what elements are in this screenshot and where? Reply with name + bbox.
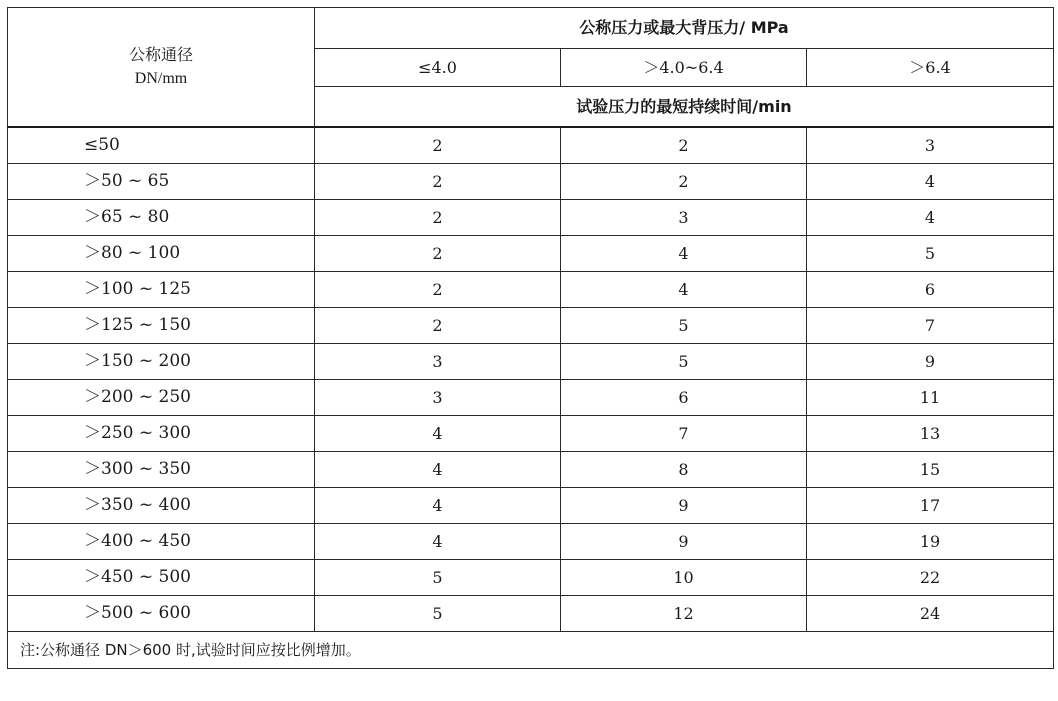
duration-cell-col-3: 24 xyxy=(807,596,1054,632)
test-duration-table xyxy=(7,7,1054,669)
duration-cell-col-1: 5 xyxy=(315,560,561,596)
duration-cell-col-3: 7 xyxy=(807,308,1054,344)
table-row xyxy=(8,524,1054,560)
duration-cell-col-1: 2 xyxy=(315,127,561,164)
pressure-column-3: ＞6.4 xyxy=(807,49,1054,87)
table-row xyxy=(8,596,1054,632)
table-footer xyxy=(8,632,1054,669)
duration-cell-col-2: 9 xyxy=(561,524,807,560)
table-row xyxy=(8,308,1054,344)
duration-cell-col-3: 11 xyxy=(807,380,1054,416)
table-row xyxy=(8,200,1054,236)
duration-cell-col-1: 4 xyxy=(315,488,561,524)
table-header xyxy=(8,8,1054,128)
duration-cell-col-2: 12 xyxy=(561,596,807,632)
duration-cell-col-2: 3 xyxy=(561,200,807,236)
duration-cell-col-3: 6 xyxy=(807,272,1054,308)
duration-cell-col-2: 7 xyxy=(561,416,807,452)
duration-cell-col-1: 2 xyxy=(315,200,561,236)
row-diameter-cell: ＞150 ~ 200 xyxy=(8,344,315,380)
table-body xyxy=(8,127,1054,632)
table-row xyxy=(8,272,1054,308)
duration-cell-col-1: 5 xyxy=(315,596,561,632)
duration-cell-col-1: 2 xyxy=(315,272,561,308)
duration-cell-col-1: 4 xyxy=(315,524,561,560)
duration-cell-col-1: 4 xyxy=(315,452,561,488)
duration-cell-col-1: 3 xyxy=(315,380,561,416)
row-diameter-cell: ＞125 ~ 150 xyxy=(8,308,315,344)
duration-cell-col-3: 5 xyxy=(807,236,1054,272)
row-diameter-cell: ＞65 ~ 80 xyxy=(8,200,315,236)
duration-cell-col-2: 4 xyxy=(561,236,807,272)
duration-cell-col-2: 5 xyxy=(561,308,807,344)
duration-cell-col-1: 4 xyxy=(315,416,561,452)
row-diameter-cell: ≤50 xyxy=(8,127,315,164)
table-row xyxy=(8,236,1054,272)
note-row xyxy=(8,632,1054,669)
nominal-diameter-header xyxy=(8,8,315,128)
table-row xyxy=(8,127,1054,164)
pressure-group-header: 公称压力或最大背压力/ MPa xyxy=(315,8,1054,49)
duration-cell-col-3: 3 xyxy=(807,127,1054,164)
row-diameter-cell: ＞100 ~ 125 xyxy=(8,272,315,308)
duration-cell-col-3: 4 xyxy=(807,200,1054,236)
table-row xyxy=(8,164,1054,200)
duration-cell-col-1: 2 xyxy=(315,164,561,200)
duration-cell-col-2: 6 xyxy=(561,380,807,416)
table-row xyxy=(8,344,1054,380)
duration-cell-col-1: 2 xyxy=(315,236,561,272)
header-row-1 xyxy=(8,8,1054,49)
row-diameter-cell: ＞50 ~ 65 xyxy=(8,164,315,200)
table-note: 注:公称通径 DN＞600 时,试验时间应按比例增加。 xyxy=(8,632,1054,669)
row-diameter-cell: ＞400 ~ 450 xyxy=(8,524,315,560)
row-diameter-cell: ＞450 ~ 500 xyxy=(8,560,315,596)
row-diameter-cell: ＞500 ~ 600 xyxy=(8,596,315,632)
duration-cell-col-1: 3 xyxy=(315,344,561,380)
nominal-diameter-unit: DN/mm xyxy=(134,70,188,87)
duration-cell-col-2: 10 xyxy=(561,560,807,596)
row-diameter-cell: ＞300 ~ 350 xyxy=(8,452,315,488)
row-diameter-cell: ＞200 ~ 250 xyxy=(8,380,315,416)
duration-cell-col-2: 2 xyxy=(561,127,807,164)
pressure-column-2: ＞4.0~6.4 xyxy=(561,49,807,87)
duration-cell-col-3: 22 xyxy=(807,560,1054,596)
duration-cell-col-2: 2 xyxy=(561,164,807,200)
table-row xyxy=(8,380,1054,416)
duration-cell-col-3: 15 xyxy=(807,452,1054,488)
row-diameter-cell: ＞80 ~ 100 xyxy=(8,236,315,272)
table-row xyxy=(8,416,1054,452)
row-diameter-cell: ＞250 ~ 300 xyxy=(8,416,315,452)
duration-cell-col-2: 8 xyxy=(561,452,807,488)
table-row xyxy=(8,560,1054,596)
duration-cell-col-2: 4 xyxy=(561,272,807,308)
nominal-diameter-label: 公称通径 xyxy=(128,45,193,64)
duration-cell-col-2: 5 xyxy=(561,344,807,380)
row-diameter-cell: ＞350 ~ 400 xyxy=(8,488,315,524)
duration-cell-col-3: 19 xyxy=(807,524,1054,560)
duration-cell-col-3: 4 xyxy=(807,164,1054,200)
duration-cell-col-2: 9 xyxy=(561,488,807,524)
duration-header: 试验压力的最短持续时间/min xyxy=(315,87,1054,128)
pressure-column-1: ≤4.0 xyxy=(315,49,561,87)
table-row xyxy=(8,452,1054,488)
duration-cell-col-3: 13 xyxy=(807,416,1054,452)
duration-cell-col-3: 17 xyxy=(807,488,1054,524)
duration-cell-col-3: 9 xyxy=(807,344,1054,380)
duration-cell-col-1: 2 xyxy=(315,308,561,344)
table-row xyxy=(8,488,1054,524)
